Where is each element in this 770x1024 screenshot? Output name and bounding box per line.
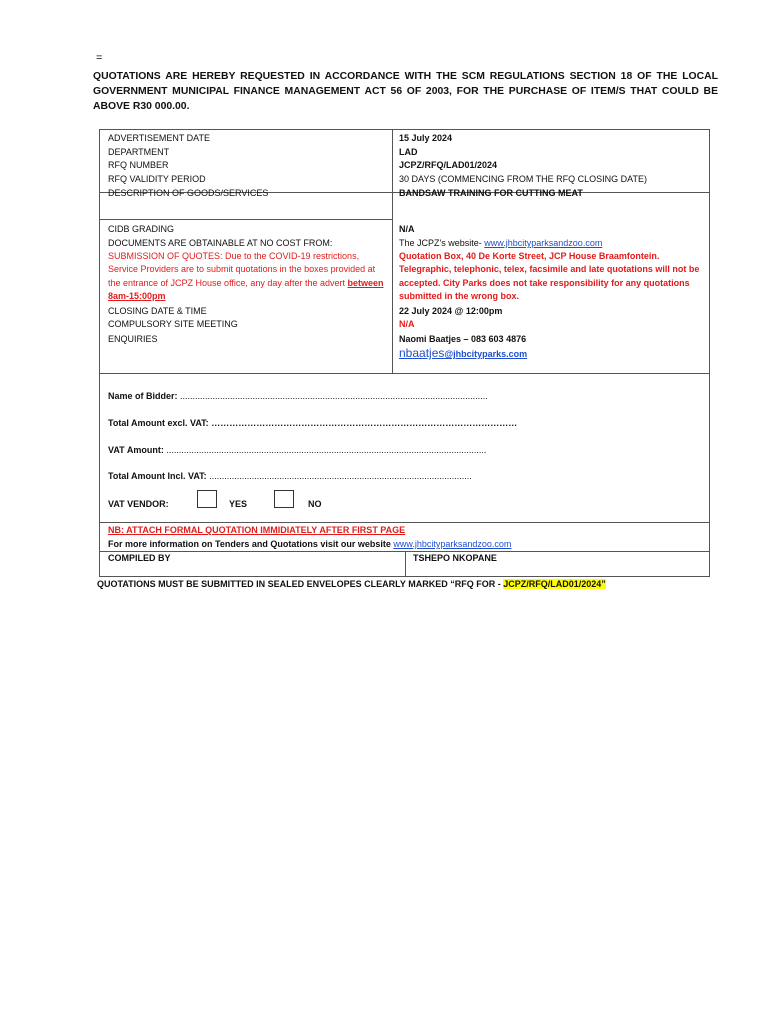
website-link[interactable]: www.jhbcityparksandzoo.com bbox=[484, 238, 603, 248]
vat-amount-field[interactable]: ................................................................................................................................ bbox=[166, 445, 487, 455]
documents-prefix: The JCPZ's website- bbox=[399, 238, 482, 248]
submission-hours: between 8am-15:00pm bbox=[108, 277, 384, 301]
vat-amount-line[interactable] bbox=[108, 445, 486, 455]
submission-label bbox=[108, 250, 390, 303]
more-info bbox=[108, 538, 511, 551]
page-heading: QUOTATIONS ARE HEREBY REQUESTED IN ACCORDANCE WITH THE SCM REGULATIONS SECTION 18 OF THE LOCAL GOVERNMENT MUNICIPAL FINANCE MANAGEMENT ACT 56 OF 2003, FOR THE PURCHASE OF ITEM/S THAT COULD BE ABOVE R30 000.00. bbox=[93, 71, 718, 112]
vat-vendor-no-checkbox[interactable] bbox=[274, 490, 294, 508]
site-meeting-value: N/A bbox=[399, 319, 415, 329]
amount-incl-field[interactable]: ......................................................................................................... bbox=[209, 471, 472, 481]
section-divider bbox=[100, 522, 709, 523]
footer-text: QUOTATIONS MUST BE SUBMITTED IN SEALED ENVELOPES CLEARLY MARKED “RFQ FOR - bbox=[97, 579, 504, 589]
more-info-link[interactable]: www.jhbcityparksandzoo.com bbox=[393, 539, 512, 549]
rfq-table bbox=[99, 129, 710, 577]
amount-incl-label: Total Amount Incl. VAT: bbox=[108, 471, 207, 481]
bidder-name-line[interactable] bbox=[108, 391, 488, 401]
nb-note: NB: ATTACH FORMAL QUOTATION IMMIDIATELY AFTER FIRST PAGE bbox=[108, 525, 406, 535]
department-value: LAD bbox=[399, 147, 418, 157]
documents-value bbox=[399, 237, 602, 250]
more-info-text: For more information on Tenders and Quotations visit our website bbox=[108, 539, 391, 549]
yes-label: YES bbox=[229, 499, 248, 509]
cidb-value: N/A bbox=[399, 224, 415, 234]
bidder-name-field[interactable]: ........................................................................................................................... bbox=[180, 391, 488, 401]
vat-vendor-label: VAT VENDOR: bbox=[108, 499, 169, 509]
amount-excl-line[interactable] bbox=[108, 418, 517, 428]
column-divider bbox=[392, 130, 393, 373]
ad-date-label: ADVERTISEMENT DATE bbox=[108, 133, 211, 143]
compiled-divider bbox=[405, 551, 406, 577]
top-mark: = bbox=[96, 52, 103, 64]
email-user[interactable]: nbaatjes bbox=[399, 346, 445, 360]
vat-vendor-yes-checkbox[interactable] bbox=[197, 490, 217, 508]
enquiries-label: ENQUIRIES bbox=[108, 334, 158, 344]
no-label: NO bbox=[308, 499, 322, 509]
cidb-label: CIDB GRADING bbox=[108, 224, 175, 234]
section-divider bbox=[100, 373, 709, 374]
email-domain[interactable]: @jhbcityparks.com bbox=[444, 349, 528, 359]
bidder-name-label: Name of Bidder: bbox=[108, 391, 178, 401]
description-label: DESCRIPTION OF GOODS/SERVICES bbox=[108, 188, 269, 198]
amount-excl-label: Total Amount excl. VAT: bbox=[108, 418, 209, 428]
validity-label: RFQ VALIDITY PERIOD bbox=[108, 174, 206, 184]
rfq-number-value: JCPZ/RFQ/LAD01/2024 bbox=[399, 160, 498, 170]
ad-date-value: 15 July 2024 bbox=[399, 133, 453, 143]
closing-label: CLOSING DATE & TIME bbox=[108, 306, 207, 316]
row-divider bbox=[100, 219, 392, 220]
amount-excl-field[interactable]: ………………………………………………………………………………………… bbox=[211, 418, 518, 428]
enquiries-contact: Naomi Baatjes – 083 603 4876 bbox=[399, 334, 527, 344]
closing-value: 22 July 2024 @ 12:00pm bbox=[399, 306, 503, 316]
department-label: DEPARTMENT bbox=[108, 147, 170, 157]
description-value: BANDSAW TRAINING FOR CUTTING MEAT bbox=[399, 188, 583, 198]
submission-text: SUBMISSION OF QUOTES: Due to the COVID-19 restrictions, Service Providers are to submit quotations in the boxes provided at the entrance of JCPZ House office, any day after the advert bbox=[108, 251, 376, 288]
rfq-number-label: RFQ NUMBER bbox=[108, 160, 169, 170]
enquiries-email[interactable] bbox=[399, 347, 527, 361]
site-meeting-label: COMPULSORY SITE MEETING bbox=[108, 319, 238, 329]
compiled-label: COMPILED BY bbox=[108, 553, 171, 563]
compiled-name: TSHEPO NKOPANE bbox=[413, 553, 497, 563]
validity-value: 30 DAYS (COMMENCING FROM THE RFQ CLOSING DATE) bbox=[399, 174, 648, 184]
documents-label: DOCUMENTS ARE OBTAINABLE AT NO COST FROM: bbox=[108, 238, 333, 248]
footer-instruction bbox=[97, 579, 606, 589]
submission-value: Quotation Box, 40 De Korte Street, JCP House Braamfontein. Telegraphic, telephonic, telex, facsimile and late quotations will not be accepted. City Parks does not take responsibility for any quotations submitted in the wrong box. bbox=[399, 251, 700, 301]
footer-rfq-highlight: JCPZ/RFQ/LAD01/2024” bbox=[503, 579, 606, 589]
vat-amount-label: VAT Amount: bbox=[108, 445, 164, 455]
amount-incl-line[interactable] bbox=[108, 471, 472, 481]
